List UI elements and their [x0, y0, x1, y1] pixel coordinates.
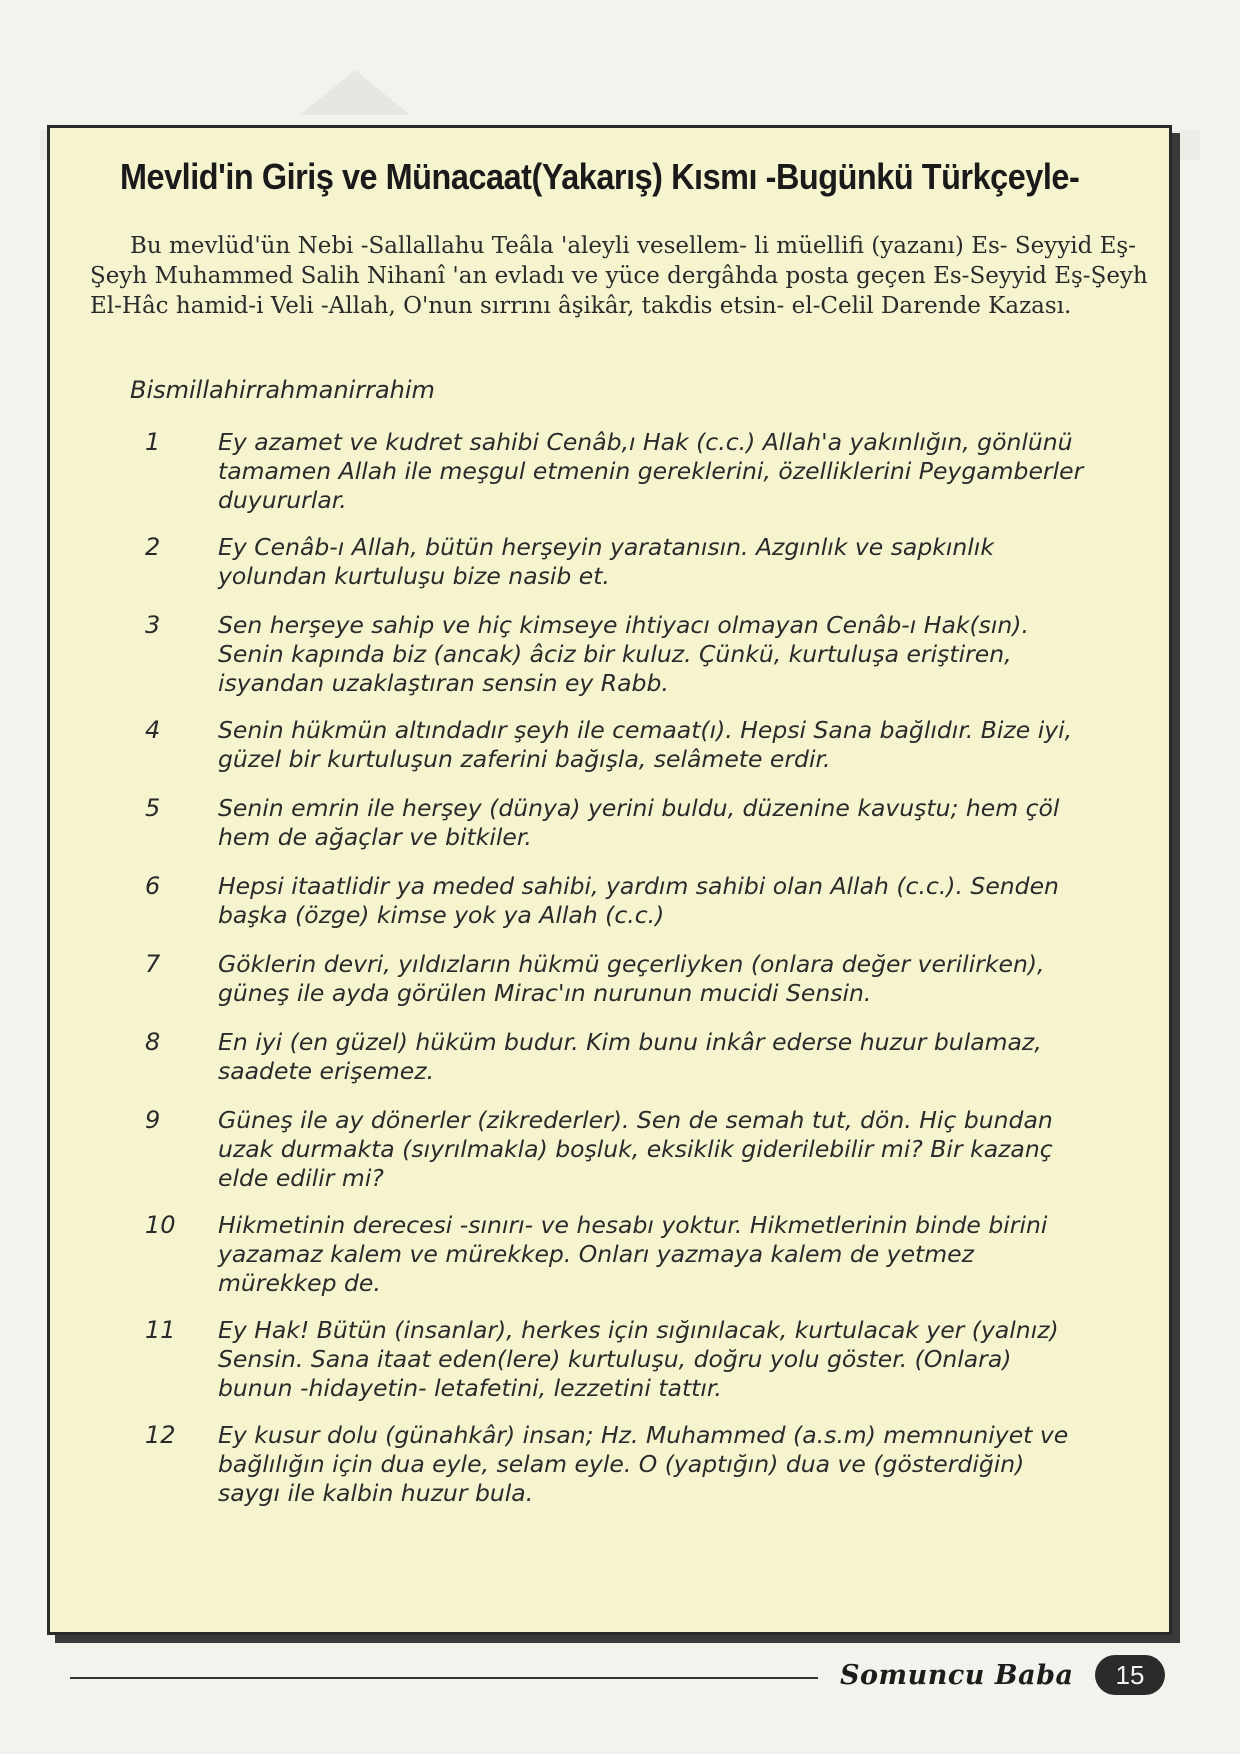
verse-item [50, 1211, 1169, 1298]
verse-number: 1 [145, 428, 161, 456]
article-panel [47, 125, 1172, 1635]
verse-text: Senin emrin ile herşey (dünya) yerini buldu, düzenine kavuştu; hem çöl hem de ağaçlar ve bitkiler. [218, 794, 1060, 851]
magazine-name: Somuncu Baba [840, 1660, 1074, 1691]
verse-number: 6 [145, 872, 161, 900]
verse-number: 2 [145, 533, 161, 561]
verse-text: Sen herşeye sahip ve hiç kimseye ihtiyacı olmayan Cenâb-ı Hak(sın). Senin kapında biz (ancak) âciz bir kuluz. Çünkü, kurtuluşa eriştiren, isyandan uzaklaştıran sensin ey Rabb. [218, 611, 1029, 697]
verse-number: 4 [145, 716, 161, 744]
verse-text: En iyi (en güzel) hüküm budur. Kim bunu inkâr ederse huzur bulamaz, saadete erişemez. [218, 1028, 1042, 1085]
verse-item [50, 1421, 1169, 1508]
verse-text: Ey Cenâb-ı Allah, bütün herşeyin yaratanısın. Azgınlık ve sapkınlık yolundan kurtuluşu bize nasib et. [218, 533, 994, 590]
verse-text: Hepsi itaatlidir ya meded sahibi, yardım sahibi olan Allah (c.c.). Senden başka (özge) kimse yok ya Allah (c.c.) [218, 872, 1059, 929]
verse-text: Göklerin devri, yıldızların hükmü geçerliyken (onlara değer verilirken), güneş ile ayda görülen Mirac'ın nurunun mucidi Sensin. [218, 950, 1045, 1007]
verse-item [50, 1316, 1169, 1403]
watermark-shape [300, 70, 410, 115]
verse-item [50, 794, 1169, 854]
verse-text: Güneş ile ay dönerler (zikrederler). Sen de semah tut, dön. Hiç bundan uzak durmakta (sıyrılmakla) boşluk, eksiklik giderilebilir mi? Bir kazanç elde edilir mi? [218, 1106, 1053, 1192]
intro-paragraph: Bu mevlüd'ün Nebi -Sallallahu Teâla 'aleyli vesellem- li müellifi (yazanı) Es- Seyyid Eş-Şeyh Muhammed Salih Nihanî 'an evladı ve yüce dergâhda posta geçen Es-Seyyid Eş-Şeyh El-Hâc hamid-i Veli -Allah, O'nun sırrını âşikâr, takdis etsin- el-Celil Darende Kazası. [90, 233, 1148, 319]
verse-number: 8 [145, 1028, 161, 1056]
verse-item [50, 716, 1169, 776]
verse-item [50, 428, 1169, 515]
verse-item [50, 1106, 1169, 1193]
verse-item [50, 1028, 1169, 1088]
verse-number: 9 [145, 1106, 161, 1134]
verse-list [50, 428, 1169, 1526]
footer-divider [70, 1677, 818, 1679]
verse-item [50, 950, 1169, 1010]
verse-number: 11 [145, 1316, 176, 1344]
basmala-line: Bismillahirrahmanirrahim [130, 376, 435, 404]
verse-number: 7 [145, 950, 161, 978]
verse-item [50, 611, 1169, 698]
verse-number: 5 [145, 794, 161, 822]
verse-text: Senin hükmün altındadır şeyh ile cemaat(ı). Hepsi Sana bağlıdır. Bize iyi, güzel bir kurtuluşun zaferini bağışla, selâmete erdir. [218, 716, 1073, 773]
verse-item [50, 872, 1169, 932]
verse-text: Ey Hak! Bütün (insanlar), herkes için sığınılacak, kurtulacak yer (yalnız) Sensin. Sana itaat eden(lere) kurtuluşu, doğru yolu göster. (Onlara) bunun -hidayetin- letafetini, lezzetini tattır. [218, 1316, 1059, 1402]
verse-number: 10 [145, 1211, 176, 1239]
verse-text: Ey kusur dolu (günahkâr) insan; Hz. Muhammed (a.s.m) memnuniyet ve bağlılığın için dua eyle, selam eyle. O (yaptığın) dua ve (gösterdiğin) saygı ile kalbin huzur bula. [218, 1421, 1069, 1507]
verse-item [50, 533, 1169, 593]
verse-text: Hikmetinin derecesi -sınırı- ve hesabı yoktur. Hikmetlerinin binde birini yazamaz kalem ve mürekkep. Onları yazmaya kalem de yetmez mürekkep de. [218, 1211, 1048, 1297]
page-number-badge: 15 [1095, 1655, 1165, 1695]
verse-number: 12 [145, 1421, 176, 1449]
verse-number: 3 [145, 611, 161, 639]
verse-text: Ey azamet ve kudret sahibi Cenâb,ı Hak (c.c.) Allah'a yakınlığın, gönlünü tamamen Allah ile meşgul etmenin gereklerini, özelliklerini Peygamberler duyururlar. [218, 428, 1084, 514]
page-title: Mevlid'in Giriş ve Münacaat(Yakarış) Kısmı -Bugünkü Türkçeyle- [120, 156, 1080, 197]
